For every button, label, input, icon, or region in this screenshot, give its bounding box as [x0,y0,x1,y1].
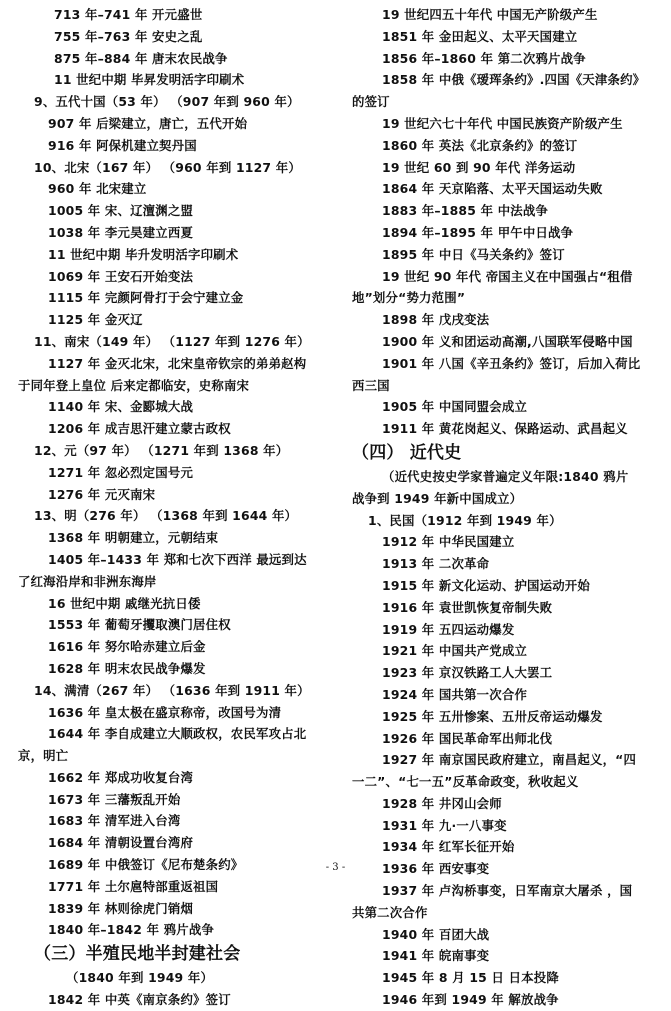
timeline-line: 1883 年–1885 年 中法战争 [382,203,549,219]
timeline-line: 1140 年 宋、金郾城大战 [48,399,194,415]
timeline-line: 12、元（97 年） （1271 年到 1368 年） [34,442,289,458]
timeline-line: 1115 年 完颜阿骨打于会宁建立金 [48,290,244,306]
timeline-line: 11 世纪中期 毕昇发明活字印刷术 [54,72,245,88]
timeline-line: 京，明亡 [18,748,69,764]
timeline-line: 1937 年 卢沟桥事变，日军南京大屠杀 ，国 [382,883,633,899]
timeline-line: 1683 年 清军进入台湾 [48,813,181,829]
timeline-line: 1636 年 皇太极在盛京称帝，改国号为清 [48,704,282,720]
timeline-line: 1771 年 土尔扈特部重返祖国 [48,878,219,894]
timeline-line: 于同年登上皇位 后来定都临安，史称南宋 [18,377,250,393]
timeline-line: 1405 年–1433 年 郑和七次下西洋 最远到达 [48,551,307,567]
timeline-line: 1271 年 忽必烈定国号元 [48,464,194,480]
timeline-line: 1900 年 义和团运动高潮,八国联军侵略中国 [382,333,633,349]
timeline-line: 875 年–884 年 唐末农民战争 [54,50,228,66]
timeline-line: 1931 年 九·一八事变 [382,817,507,833]
timeline-line: 1923 年 京汉铁路工人大罢工 [382,665,553,681]
timeline-line: 1916 年 袁世凯恢复帝制失败 [382,599,553,615]
timeline-line: 960 年 北宋建立 [48,181,147,197]
timeline-line: 755 年–763 年 安史之乱 [54,28,203,44]
timeline-line: 1911 年 黄花岗起义、保路运动、武昌起义 [382,421,628,437]
timeline-line: 地”划分“势力范围” [352,290,466,306]
timeline-line: 战争到 1949 年新中国成立） [352,490,523,506]
timeline-line: 19 世纪四五十年代 中国无产阶级产生 [382,7,598,22]
timeline-line: 1、民国（1912 年到 1949 年） [368,512,562,528]
timeline-line: （近代史按史学家普遍定义年限:1840 鸦片 [382,468,629,484]
timeline-line: 916 年 阿保机建立契丹国 [48,137,197,153]
timeline-line: 1842 年 中英《南京条约》签订 [48,992,231,1008]
timeline-line: 1919 年 五四运动爆发 [382,621,515,637]
timeline-line: 1940 年 百团大战 [382,926,490,942]
timeline-line: 1689 年 中俄签订《尼布楚条约》 [48,857,244,873]
timeline-line: 9、五代十国（53 年） （907 年到 960 年） [34,94,300,110]
timeline-line: 1945 年 8 月 15 日 日本投降 [382,970,559,986]
timeline-line: 1851 年 金田起义、太平天国建立 [382,28,578,44]
timeline-line: 1934 年 红军长征开始 [382,839,515,855]
timeline-line: 10、北宋（167 年） （960 年到 1127 年） [34,159,301,175]
section-heading: （四） 近代史 [352,442,462,463]
timeline-line: 1898 年 戊戌变法 [382,312,490,328]
timeline-line: 907 年 后梁建立，唐亡，五代开始 [48,115,248,131]
timeline-line: 1662 年 郑成功收复台湾 [48,769,194,785]
timeline-line: 19 世纪 90 年代 帝国主义在中国强占“租借 [382,268,633,284]
timeline-line: 1553 年 葡萄牙攫取澳门居住权 [48,617,231,633]
timeline-line: 16 世纪中期 戚继光抗日倭 [48,595,201,611]
timeline-line: 1840 年–1842 年 鸦片战争 [48,922,215,938]
timeline-line: 1860 年 英法《北京条约》的签订 [382,137,578,153]
timeline-line: 1946 年到 1949 年 解放战争 [382,992,559,1008]
timeline-line: 1644 年 李自成建立大顺政权，农民军攻占北 [48,726,307,742]
timeline-line: 1069 年 王安石开始变法 [48,268,194,284]
timeline-line: 1925 年 五卅惨案、五卅反帝运动爆发 [382,708,603,724]
timeline-line: 13、明（276 年） （1368 年到 1644 年） [34,508,298,524]
timeline-line: 1864 年 天京陷落、太平天国运动失败 [382,181,603,197]
timeline-line: 1368 年 明朝建立，元朝结束 [48,530,219,546]
timeline-line: 1924 年 国共第一次合作 [382,686,528,702]
timeline-line: 11、南宋（149 年） （1127 年到 1276 年） [34,333,310,349]
timeline-line: 1127 年 金灭北宋，北宋皇帝钦宗的弟弟赵构 [48,355,307,371]
timeline-line: 1912 年 中华民国建立 [382,534,515,550]
timeline-line: 了红海沿岸和非洲东海岸 [18,573,157,589]
timeline-line: 1921 年 中国共产党成立 [382,643,528,659]
right-column [352,4,664,1011]
timeline-line: 1901 年 八国《辛丑条约》签订，后加入荷比 [382,355,641,371]
timeline-line: 713 年–741 年 开元盛世 [54,7,203,22]
timeline-line: 1673 年 三藩叛乱开始 [48,791,181,807]
timeline-line: 1941 年 皖南事变 [382,948,490,964]
timeline-line: 一二”、“七一五”反革命政变，秋收起义 [352,774,579,790]
timeline-line: 19 世纪 60 到 90 年代 洋务运动 [382,159,576,175]
page-number: - 3 - [325,862,346,873]
timeline-line: 11 世纪中期 毕升发明活字印刷术 [48,246,239,262]
timeline-line: 1005 年 宋、辽澶渊之盟 [48,203,194,219]
timeline-line: 1915 年 新文化运动、护国运动开始 [382,577,590,593]
timeline-line: 1936 年 西安事变 [382,861,490,877]
timeline-line: 共第二次合作 [352,904,428,920]
timeline-line: 1894 年–1895 年 甲午中日战争 [382,224,574,240]
section-heading: （三）半殖民地半封建社会 [34,944,241,965]
timeline-line: 西三国 [352,377,390,393]
timeline-line: 1858 年 中俄《瑷珲条约》.四国《天津条约》 [382,72,646,88]
timeline-line: 1928 年 井冈山会师 [382,795,502,811]
timeline-line: 1684 年 清朝设置台湾府 [48,835,194,851]
timeline-line: 1913 年 二次革命 [382,556,490,572]
timeline-line: 1927 年 南京国民政府建立，南昌起义，“四 [382,752,637,768]
timeline-line: 1616 年 努尔哈赤建立后金 [48,639,206,655]
timeline-line: 19 世纪六七十年代 中国民族资产阶级产生 [382,115,623,131]
timeline-line: 1839 年 林则徐虎门销烟 [48,900,194,916]
timeline-line: 1628 年 明末农民战争爆发 [48,660,206,676]
timeline-line: 的签订 [352,94,390,110]
timeline-line: 1926 年 国民革命军出师北伐 [382,730,553,746]
timeline-line: 1125 年 金灭辽 [48,312,143,328]
timeline-line: 1276 年 元灭南宋 [48,486,156,502]
timeline-line: 1895 年 中日《马关条约》签订 [382,246,565,262]
timeline-line: 1856 年–1860 年 第二次鸦片战争 [382,50,586,66]
timeline-line: 1206 年 成吉思汗建立蒙古政权 [48,421,231,437]
timeline-line: 14、满清（267 年） （1636 年到 1911 年） [34,682,310,698]
left-column [18,4,336,1011]
timeline-line: 1905 年 中国同盟会成立 [382,399,528,415]
timeline-line: （1840 年到 1949 年） [66,970,214,986]
timeline-line: 1038 年 李元昊建立西夏 [48,224,194,240]
